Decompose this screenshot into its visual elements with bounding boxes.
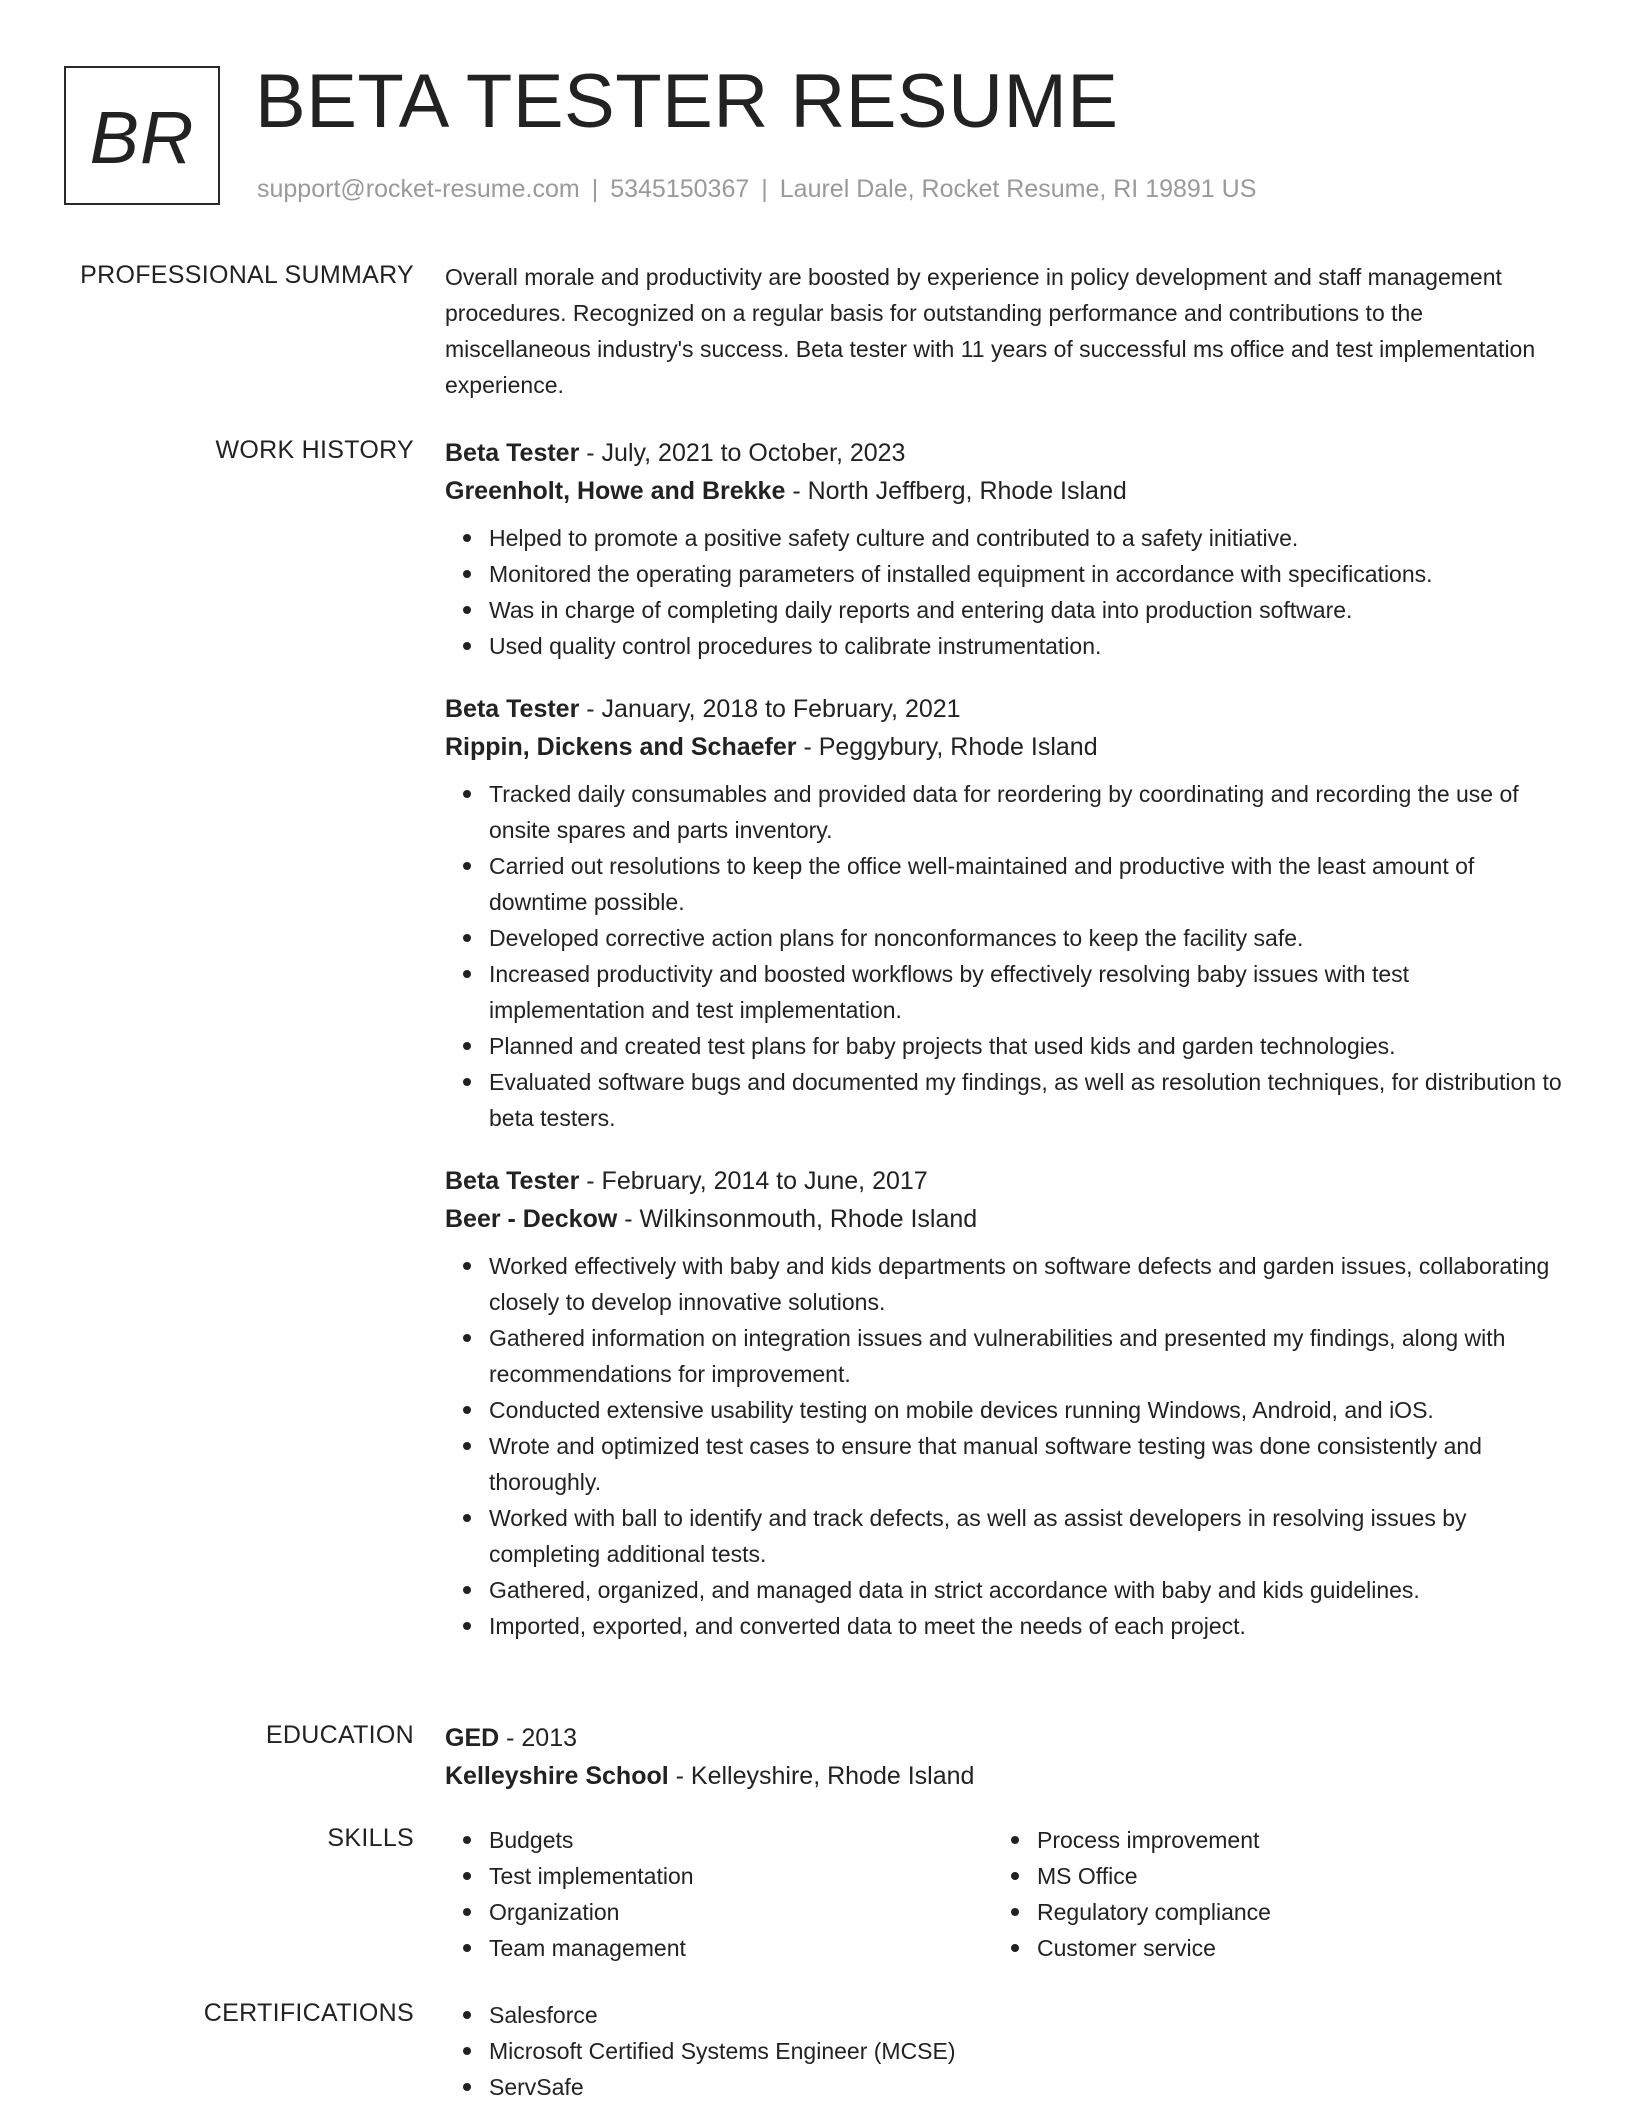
job-title-line [445, 690, 1565, 728]
education-year: - 2013 [499, 1724, 578, 1752]
job-bullet: Worked with ball to identify and track defects, as well as assist developers in resolving issues by completing additional tests. [489, 1500, 1565, 1572]
job-title-line [445, 1162, 1565, 1200]
skill-item: Team management [489, 1930, 993, 1966]
job-bullet: Was in charge of completing daily reports and entering data into production software. [489, 592, 1565, 628]
monogram-box [64, 66, 220, 205]
certification-item: Microsoft Certified Systems Engineer (MCSE) [489, 2033, 1565, 2069]
job-bullet: Developed corrective action plans for nonconformances to keep the facility safe. [489, 920, 1565, 956]
job-title: Beta Tester [445, 1167, 580, 1195]
skill-item: Customer service [1037, 1930, 1541, 1966]
skill-item: MS Office [1037, 1858, 1541, 1894]
job-bullet: Planned and created test plans for baby projects that used kids and garden technologies. [489, 1028, 1565, 1064]
skill-item: Organization [489, 1894, 993, 1930]
job-entry [445, 690, 1565, 1136]
job-location: - Wilkinsonmouth, Rhode Island [617, 1205, 978, 1233]
job-company: Rippin, Dickens and Schaefer [445, 733, 797, 761]
monogram-initials: BR [89, 95, 195, 179]
job-bullet: Imported, exported, and converted data to meet the needs of each project. [489, 1608, 1565, 1644]
skill-item: Test implementation [489, 1858, 993, 1894]
job-bullet: Gathered, organized, and managed data in strict accordance with baby and kids guidelines. [489, 1572, 1565, 1608]
job-title: Beta Tester [445, 439, 580, 467]
skill-item: Process improvement [1037, 1822, 1541, 1858]
skill-item: Budgets [489, 1822, 993, 1858]
job-bullets [445, 776, 1565, 1136]
job-bullet: Conducted extensive usability testing on mobile devices running Windows, Android, and iOS. [489, 1392, 1565, 1428]
skills-list [445, 1822, 993, 1966]
job-dates: - January, 2018 to February, 2021 [579, 695, 961, 723]
job-bullet: Helped to promote a positive safety culture and contributed to a safety initiative. [489, 520, 1565, 556]
job-company: Greenholt, Howe and Brekke [445, 477, 786, 505]
job-company: Beer - Deckow [445, 1205, 618, 1233]
summary-text: Overall morale and productivity are boosted by experience in policy development and staff management procedures. Recognized on a regular basis for outstanding performance and contributions to the miscellaneous industry's success. Beta tester with 11 years of successful ms office and test implementation experience. [445, 264, 1536, 398]
job-location: - North Jeffberg, Rhode Island [785, 477, 1127, 505]
certification-item: ServSafe [489, 2069, 1565, 2105]
education-school: Kelleyshire School [445, 1762, 669, 1790]
job-company-line [445, 728, 1565, 766]
contact-address: Laurel Dale, Rocket Resume, RI 19891 US [779, 175, 1257, 203]
job-bullet: Used quality control procedures to calibrate instrumentation. [489, 628, 1565, 664]
contact-separator: | [591, 175, 599, 203]
job-title-line [445, 434, 1565, 472]
education-body [445, 1719, 1565, 1795]
job-company-line [445, 472, 1565, 510]
job-location: - Peggybury, Rhode Island [796, 733, 1098, 761]
resume-title: BETA TESTER RESUME [255, 59, 1119, 144]
contact-line [257, 174, 1256, 204]
contact-email: support@rocket-resume.com [257, 175, 580, 203]
job-entry [445, 434, 1565, 664]
job-company-line [445, 1200, 1565, 1238]
job-bullet: Evaluated software bugs and documented my findings, as well as resolution techniques, for distribution to beta testers. [489, 1064, 1565, 1136]
job-bullet: Monitored the operating parameters of installed equipment in accordance with specifications. [489, 556, 1565, 592]
education-location: - Kelleyshire, Rhode Island [668, 1762, 975, 1790]
section-label-summary: PROFESSIONAL SUMMARY [80, 261, 414, 289]
job-dates: - February, 2014 to June, 2017 [579, 1167, 928, 1195]
job-bullets [445, 1248, 1565, 1644]
job-bullets [445, 520, 1565, 664]
certifications-body [445, 1997, 1565, 2105]
education-degree: GED [445, 1724, 500, 1752]
job-bullet: Tracked daily consumables and provided data for reordering by coordinating and recording the use of onsite spares and parts inventory. [489, 776, 1565, 848]
job-dates: - July, 2021 to October, 2023 [579, 439, 906, 467]
certifications-list [445, 1997, 1565, 2105]
section-label-work-history: WORK HISTORY [215, 436, 414, 464]
job-bullet: Increased productivity and boosted workflows by effectively resolving baby issues with test implementation and test implementation. [489, 956, 1565, 1028]
section-label-certifications: CERTIFICATIONS [203, 1999, 414, 2027]
skills-column-right [993, 1822, 1541, 1966]
skills-column-left [445, 1822, 993, 1966]
section-label-skills: SKILLS [327, 1824, 414, 1852]
education-school-line [445, 1757, 1565, 1795]
job-bullet: Worked effectively with baby and kids departments on software defects and garden issues, collaborating closely to develop innovative solutions. [489, 1248, 1565, 1320]
job-bullet: Gathered information on integration issues and vulnerabilities and presented my findings, along with recommendations for improvement. [489, 1320, 1565, 1392]
job-bullet: Carried out resolutions to keep the office well-maintained and productive with the least amount of downtime possible. [489, 848, 1565, 920]
education-degree-line [445, 1719, 1565, 1757]
certification-item: Salesforce [489, 1997, 1565, 2033]
contact-phone: 5345150367 [610, 175, 750, 203]
work-history-body [445, 434, 1565, 1670]
job-title: Beta Tester [445, 695, 580, 723]
skills-list [993, 1822, 1541, 1966]
contact-separator: | [761, 175, 768, 203]
skills-body [445, 1822, 1565, 1966]
job-entry [445, 1162, 1565, 1644]
summary-body [445, 259, 1565, 403]
job-bullet: Wrote and optimized test cases to ensure that manual software testing was done consistently and thoroughly. [489, 1428, 1565, 1500]
skill-item: Regulatory compliance [1037, 1894, 1541, 1930]
section-label-education: EDUCATION [265, 1721, 414, 1749]
